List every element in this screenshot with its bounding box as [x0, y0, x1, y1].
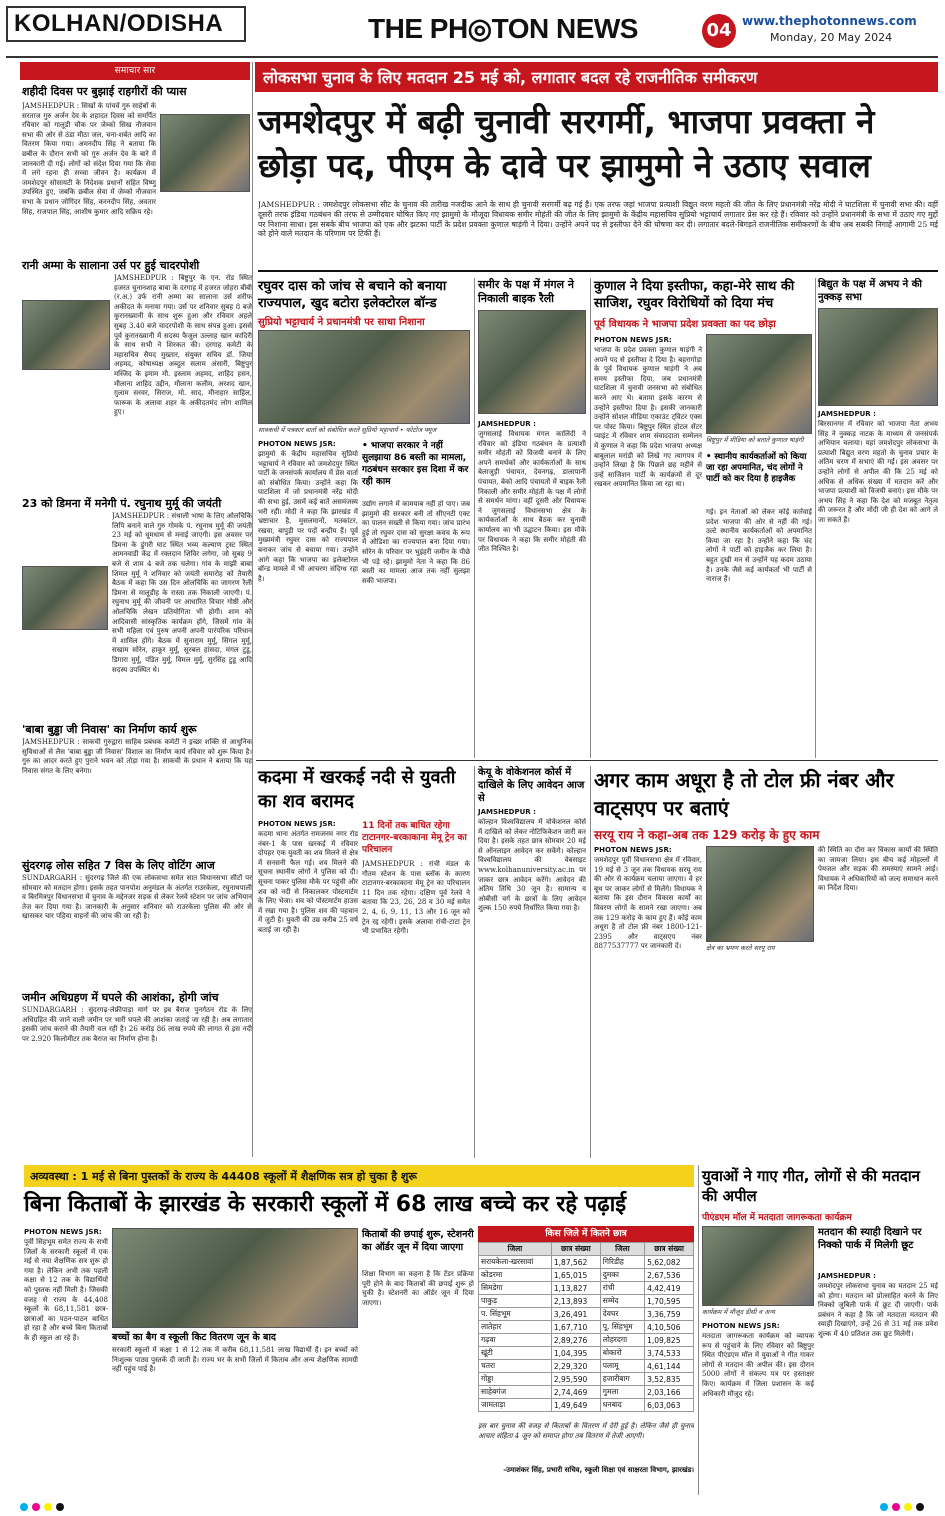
story3-pull-quote: • स्थानीय कार्यकर्ताओं को किया जा रहा अपमानित, चंद लोगों ने पार्टी को कर दिया है हाइजैक: [706, 452, 807, 484]
table-row: [479, 1386, 694, 1399]
table-cell: पाकुड़: [479, 1295, 552, 1308]
bottom-photo-caption: बच्चों का बैग व स्कूली किट वितरण जून के बाद: [112, 1332, 276, 1343]
table-row: [479, 1334, 694, 1347]
story4-body: बिरसानगर में रविवार को भाजपा नेता अभय सिंह ने नुक्कड़ नाटक के माध्यम से जनसंपर्क अभियान चलाया। यहां जमशेदपुर लोकसभा के प्रत्याशी बिद्युत वरण महतो के चुनाव प्रचार के अंतिम चरण में सभाएं की गईं। इस अवसर पर उन्होंने लोगों से अपील की कि 25 मई को अधिक से अधिक संख्या में मतदान करें और भाजपा प्रत्याशी को विजयी बनाएं। इस मौके पर अभय सिंह ने कहा कि देश को मजबूत नेतृत्व की जरूरत है और मोदी जी ही देश को आगे ले जा सकते हैं।: [818, 420, 938, 524]
story1-body: झामुमो के केंद्रीय महासचिव सुप्रियो भट्टाचार्य ने रविवार को जमशेदपुर स्थित पार्टी के जनसंपर्क कार्यालय में प्रेस वार्ता को संबोधित किया। उन्होंने कहा कि घाटशिला में जो प्रधानमंत्री नरेंद्र मोदी की सभा हुई, उसमें कई बातें असमंजस्य भरी रहीं। मोदी ने कहा कि झारखंड में भ्रष्टाचार है, मुसलमानों, मतकांटर, रखवा, बापुड़ी पर पदों बन्द्रीय हैं। पूर्व मुख्यमंत्री रघुवर दास को राज्यपाल बनाकर जांच से बचाया गया। उन्होंने आगे कहा कि भाजपा का इलेक्टोरल बॉन्ड मामले में भी आचरण संदिग्ध रहा है।: [258, 450, 358, 583]
story1-caption: सावकची में पत्रकार वार्ता को संबोधित करते सुप्रियो भट्टाचार्य • फोटोज फ्यूज: [258, 426, 437, 434]
story7-subtitle: सरयू राय ने कहा-अब तक 129 करोड़ के हुए काम: [594, 828, 820, 842]
main-lede: JAMSHEDPUR : जमशेदपुर लोकसभा सीट के चुनाव की तारीख नजदीक आने के साथ ही चुनावी सरगर्मी बढ़ गई है। एक तरफ जहां भाजपा प्रत्याशी विद्युत वरण महतो की जीत के लिए प्रधानमंत्री नरेंद्र मोदी ने घाटशिला में चुनावी सभा की। वहीं दूसरी तरफ इंडिया गठबंधन की तरफ से उम्मीदवार घोषित किए गए झामुमो के मौजूदा विधायक समीर मोहंती की जीत के लिए झामुमो के केंद्रीय महासचिव सुप्रियो भट्टाचार्य लगातार प्रेस कर रहे हैं। रविवार को उन्होंने प्रधानमंत्री के सभा में उठाए गए मुद्दों पर निशाना साधा। इस सबके बीच भाजपा को एक और झटका पार्टी के प्रदेश प्रवक्ता कुणाल षाड़ंगी ने दिया। उन्होंने अपने पद से इस्तीफा देने की घोषणा कर दी। लगातार बदले-बिगड़ते राजनीतिक समीकरणों के बीच अब सबकी निगाहें आगामी 25 मई को होने वाले मतदान के परिणाम पर टिकी हैं।: [258, 200, 938, 239]
table-cell: 2,29,320: [551, 1360, 600, 1373]
table-cell: गुमला: [600, 1386, 644, 1399]
story8-photo: [702, 1226, 814, 1306]
brief-2-photo: [22, 300, 110, 370]
story2-body: जुगसलाई विधायक मंगल कालिंदी ने रविवार को इंडिया गठबंधन के प्रत्याशी समीर मोहंती को विजयी बनाने के लिए अपने समर्थकों और कार्यकर्ताओं के साथ बेलाजुड़ी पंचायत, देवनगढ़, डालापानी पंचायत, बेको आदि पंचायतों में बाइक रैली निकाली और समीर मोहंती के पक्ष में लोगों से समर्थन मांगा। वहीं दूसरी ओर विधायक ने जुगसलाई विधानसभा क्षेत्र के कार्यकर्ताओं के साथ बैठक कर चुनावी कार्यालय का भी उद्घाटन किया। इस मौके पर विधायक ने कहा कि समीर मोहंती की जीत निश्चित है।: [478, 430, 586, 554]
district-table-title: किस जिले में कितने छात्र: [478, 1226, 694, 1242]
table-cell: देवघर: [600, 1308, 644, 1321]
bottom-quote: इस बार चुनाव की वजह से किताबों के वितरण में देरी हुई है। लेकिन जैसे ही चुनाव आचार संहिता 4 जून को समाप्त होगा तब वितरण में तेजी आएगी।: [478, 1422, 694, 1440]
table-row: [479, 1308, 694, 1321]
bottom-subhead: किताबों की छपाई शुरू, स्टेशनरी का ऑर्डर जून में दिया जाएगा: [362, 1229, 474, 1253]
story3-body: भाजपा के प्रदेश प्रवक्ता कुणाल षाड़ंगी ने अपने पद से इस्तीफा दे दिया है। बहरागोड़ा के पूर्व विधायक कुणाल षाड़ंगी ने अब समय इस्तीफा दिया, जब प्रधानमंत्री घाटशिला में चुनावी जनसभा को संबोधित करने आए थे। बताया इसके कारण से उन्होंने इस्तीफा दिया है। इसकी जानकारी उन्होंने सोशल मीडिया एकाउंट ट्विटर एक्स पर पोस्ट किया। बिष्टुपुर स्थित होटल सेंटर प्वाइंट में रविवार शाम संवाददाता सम्मेलन में कुणाल ने कहा कि प्रदेश भाजपा अध्यक्ष बाबूलाल मरांडी को लिखे गए त्यागपत्र में उन्होंने लिखा है कि पिछले छह महीने से उन्हें साजिशन पार्टी के कार्यक्रमों से दूर रखकर अपमानित किया जा रहा था।: [594, 346, 702, 489]
story7-title: अगर काम अधूरा है तो टोल फ्री नंबर और वाट्सएप पर बताएं: [594, 768, 894, 820]
page-number-badge: 04: [702, 14, 736, 48]
story4-title: बिद्युत के पक्ष में अभय ने की नुक्कड़ सभा: [818, 279, 922, 303]
story2-photo: [478, 310, 586, 414]
news-brief-header: समाचार सार: [20, 62, 250, 80]
table-cell: 2,13,893: [551, 1295, 600, 1308]
story3-caption: बिष्टुपुर में मीडिया को बताते कुणाल षाड़ंगी: [706, 436, 804, 444]
column-divider: [698, 1165, 699, 1495]
registration-mark: [32, 1503, 40, 1511]
table-cell: 1,70,595: [645, 1295, 694, 1308]
table-row: [479, 1256, 694, 1269]
table-cell: लातेहार: [479, 1321, 552, 1334]
bottom-subhead-body: शिक्षा विभाग का कहना है कि टेंडर प्रक्रिया पूरी होने के बाद किताबों की छपाई शुरू हो चुकी है। स्टेशनरी का ऑर्डर जून में दिया जाएगा।: [362, 1270, 474, 1307]
table-cell: 3,36,759: [645, 1308, 694, 1321]
story2-byline: JAMSHEDPUR :: [478, 420, 536, 428]
table-cell: 1,13,827: [551, 1282, 600, 1295]
story5-body: कदमा थाना अंतर्गत रामजनम नगर रोड नंबर-1 के पास खरकई में रविवार दोपहर एक युवती का शव मिलने से क्षेत्र में सनसनी फैल गई। शव मिलने की सूचना स्थानीय लोगों ने पुलिस को दी। सूचना पाकर पुलिस मौके पर पहुंची और शव को नदी से निकालकर पोस्टमार्टम के लिए भेजा। शव को पोस्टमार्टम हाउस में रखा गया है। पुलिस शव की पहचान में जुटी है। युवती की उम्र करीब 25 वर्ष बताई जा रही है।: [258, 830, 358, 934]
table-row: [479, 1282, 694, 1295]
story5-sidebar-title: 11 दिनों तक बाधित रहेगा टाटानगर-बरकाकाना मेमू ट्रेन का परिचालन: [362, 821, 467, 855]
story7-body: जमशेदपुर पूर्वी विधानसभा क्षेत्र में रविवार, 19 मई से 3 जून तक विधायक सरयू राय की ओर से कार्यक्रम चलाया जाएगा। वे हर बूथ पर जाकर लोगों से मिलेंगे। विधायक ने बताया कि इस दौरान विकास कार्यों का विवरण लोगों के सामने रखा जाएगा। अब तक 129 करोड़ के काम हुए हैं। कोई काम अधूरा है तो टोल फ्री नंबर 1800-121-2395 और वाट्सएप नंबर 8877537777 पर जानकारी दें।: [594, 856, 702, 951]
column-divider: [474, 766, 475, 1158]
table-cell: गिरिडीह: [600, 1256, 644, 1269]
story5-title: कदमा में खरकई नदी से युवती का शव बरामद: [258, 767, 456, 812]
story3-subtitle: पूर्व विधायक ने भाजपा प्रदेश प्रवक्ता का पद छोड़ा: [594, 319, 776, 330]
table-cell: 1,87,562: [551, 1256, 600, 1269]
table-cell: सम्मेद: [600, 1295, 644, 1308]
table-cell: 1,09,825: [645, 1334, 694, 1347]
table-cell: लोहरदगा: [600, 1334, 644, 1347]
table-cell: 2,89,276: [551, 1334, 600, 1347]
story2-title: समीर के पक्ष में मंगल ने निकाली बाइक रैली: [478, 278, 575, 305]
story7-byline: PHOTON NEWS JSR:: [594, 846, 672, 854]
story1-body-2: उद्योग लगाने में कामयाब नहीं हो पाए। जब झामुमो की सरकार बनी तो सीएनटी एक्ट का पालन सख्ती से किया गया। जांच प्रारंभ हुई तो रघुवर दास को सुरक्षा कवच के रूप में ओडिशा का राज्यपाल बना दिया गया। सोरेन के परिवार पर भुइंहरी जमीन के पीछे भी पड़े रहे। झामुमो नेता ने कहा कि 86 बस्ती का मामला आज तक नहीं सुलझा सकी भाजपा।: [362, 500, 470, 585]
bottom-body: पूर्वी सिंहभूम समेत राज्य के सभी जिलों के सरकारी स्कूलों में एक मई से नया शैक्षणिक सत्र शुरू हो गया है। लेकिन अभी तक पहली कक्षा से 12 तक के विद्यार्थियों को पुस्तक नहीं मिली है। जिसकी वजह से राज्य के 44,408 स्कूलों के 68,11,581 छात्र-छात्राओं का पठन-पाठन बाधित हो रहा है और बच्चे बिना किताबों के ही स्कूल आ रहे हैं।: [24, 1238, 108, 1342]
brief-5-body: SUNDARGARH : सुंदरगढ़ जिले की एक लोकसभा समेत सात विधानसभा सीटों पर सोमवार को मतदान होगा। इसके तहत पानपोश अनुमंडल के अंतर्गत राउरकेला, रघुनाथपाली व बिरमित्रपुर विधानसभा में चुनाव के मद्देनजर सड़क से लेकर रेलवे स्टेशन पर जांच अभियान तेज कर दिया गया है। जानकारी के अनुसार शनिवार को राउरकेला पुलिस की ओर से खासकर चार पहिया वाहनों की जांच की जा रही है।: [22, 874, 252, 921]
website-link[interactable]: www.thephotonnews.com: [742, 14, 917, 28]
brief-5-title: सुंदरगढ़ लोस सहित 7 विस के लिए वोटिंग आज: [22, 859, 215, 872]
story7-photo: [706, 846, 814, 942]
newspaper-logo: THE PH◎TON NEWS: [368, 13, 638, 44]
district-students-table: [478, 1242, 694, 1412]
story9-body: जमशेदपुर लोकसभा चुनाव का मतदान 25 मई को होगा। मतदान को प्रोत्साहित करने के लिए निक्को जुबिली पार्क में छूट दी जाएगी। पार्क प्रबंधन ने कहा है कि जो मतदाता मतदान की स्याही दिखाएंगे, उन्हें 26 से 31 मई तक प्रवेश शुल्क में 40 प्रतिशत तक छूट मिलेगी।: [818, 1282, 938, 1338]
bottom-banner: अव्यवस्था : 1 मई से बिना पुस्तकों के राज्य के 44408 स्कूलों में शैक्षणिक सत्र हो चुका है शुरू: [24, 1165, 694, 1187]
story6-body: कोल्हान विश्वविद्यालय में वोकेशनल कोर्स में दाखिले को लेकर नोटिफिकेशन जारी कर दिया है। इसके तहत छात्र सोमवार 20 मई से ऑनलाइन आवेदन कर सकेंगे। कोल्हान विश्वविद्यालय की वेबसाइट www.kolhanuniversity.ac.in पर जाकर छात्र आवेदन करेंगे। आवेदन की अंतिम तिथि 30 जून है। सामान्य व ओबीसी वर्ग के छात्रों के लिए आवेदन शुल्क 150 रुपये निर्धारित किया गया है।: [478, 818, 586, 913]
table-cell: कोडरमा: [479, 1269, 552, 1282]
table-cell: 1,67,710: [551, 1321, 600, 1334]
table-cell: गढ़वा: [479, 1334, 552, 1347]
story1-byline: PHOTON NEWS JSR:: [258, 440, 336, 448]
column-divider: [474, 278, 475, 758]
column-divider: [590, 278, 591, 758]
story3-body-2: गई। इन नेताओं को लेकर कोई कार्रवाई प्रदेश भाजपा की ओर से नहीं की गई। उल्टे स्थानीय कार्यकर्ताओं को अपमानित किया जा रहा है। उन्होंने कहा कि चंद लोगों ने पार्टी को हाइजैक कर लिया है। बहुत दुखी मन से उन्होंने यह कदम उठाया है। उनके जैसे कई कार्यकर्ता भी पार्टी से नाराज हैं।: [706, 508, 812, 584]
table-cell: धनबाद: [600, 1399, 644, 1412]
table-cell: बोकारो: [600, 1347, 644, 1360]
table-row: [479, 1347, 694, 1360]
table-header-row: [479, 1243, 694, 1256]
table-header-cell: जिला: [600, 1243, 644, 1256]
story4-byline: JAMSHEDPUR :: [818, 410, 876, 418]
table-row: [479, 1373, 694, 1386]
bottom-body-mid: सरकारी स्कूलों में कक्षा 1 से 12 तक में करीब 68,11,581 लाख विद्यार्थी हैं। इन बच्चों को निःशुल्क पाठ्य पुस्तकें दी जाती हैं। राज्य भर के सभी जिलों में किताब और अन्य शैक्षणिक सामग्री नहीं पहुंच पाई है।: [112, 1346, 358, 1374]
column-divider: [252, 62, 253, 1157]
story9-title: मतदान की स्याही दिखाने पर निक्को पार्क में मिलेगी छूट: [818, 1227, 922, 1251]
story9-byline: JAMSHEDPUR :: [818, 1272, 876, 1280]
table-cell: 3,26,491: [551, 1308, 600, 1321]
story3-byline: PHOTON NEWS JSR:: [594, 336, 672, 344]
table-cell: 1,65,015: [551, 1269, 600, 1282]
story8-caption: कार्यक्रम में मौजूद डीसी व अन्य: [702, 1308, 775, 1316]
table-cell: 2,67,536: [645, 1269, 694, 1282]
school-children-photo: [112, 1228, 358, 1328]
brief-2-title: रानी अम्मा के सालाना उर्स पर हुई चादरपोशी: [22, 259, 200, 272]
registration-mark: [892, 1503, 900, 1511]
story7-body-2: की स्थिति का दौरा कर विकास कार्यों की स्थिति का जायजा लिया। इस बीच कई मोहल्लों में पेयजल और सड़क की समस्याएं सामने आईं। विधायक ने अधिकारियों को जल्द समाधान करने का निर्देश दिया।: [818, 846, 938, 893]
table-cell: 3,74,533: [645, 1347, 694, 1360]
bottom-headline: बिना किताबों के झारखंड के सरकारी स्कूलों में 68 लाख बच्चे कर रहे पढ़ाई: [24, 1192, 627, 1217]
table-cell: 6,03,063: [645, 1399, 694, 1412]
bottom-quote-attribution: -उमाशंकर सिंह, प्रभारी सचिव, स्कूली शिक्षा एवं साक्षरता विभाग, झारखंड।: [503, 1466, 694, 1474]
bottom-byline: PHOTON NEWS JSR:: [24, 1228, 102, 1236]
column-divider: [590, 766, 591, 1158]
table-cell: रांची: [600, 1282, 644, 1295]
table-row: [479, 1321, 694, 1334]
column-divider: [815, 278, 816, 758]
story7-caption: क्षेत्र का भ्रमण करते सरयू राय: [706, 944, 775, 952]
table-cell: 2,95,590: [551, 1373, 600, 1386]
registration-mark: [880, 1503, 888, 1511]
table-cell: 5,62,082: [645, 1256, 694, 1269]
registration-mark: [20, 1503, 28, 1511]
story8-byline: PHOTON NEWS JSR:: [702, 1322, 780, 1330]
story6-byline: JAMSHEDPUR :: [478, 808, 536, 816]
registration-mark: [56, 1503, 64, 1511]
top-banner: लोकसभा चुनाव के लिए मतदान 25 मई को, लगातार बदल रहे राजनीतिक समीकरण: [255, 62, 938, 92]
table-cell: सिमडेगा: [479, 1282, 552, 1295]
table-header-cell: छात्र संख्या: [645, 1243, 694, 1256]
table-cell: गोड्डा: [479, 1373, 552, 1386]
table-cell: 4,61,144: [645, 1360, 694, 1373]
brief-1-title: शहीदी दिवस पर बुझाई राहगीरों की प्यास: [22, 85, 187, 98]
table-cell: खूंटी: [479, 1347, 552, 1360]
registration-mark: [44, 1503, 52, 1511]
table-cell: पू. सिंहभूम: [600, 1321, 644, 1334]
table-cell: 4,10,506: [645, 1321, 694, 1334]
brief-3-title: 23 को डिमना में मनेगी पं. रघुनाथ मुर्मू की जयंती: [22, 497, 222, 510]
table-cell: पलामू: [600, 1360, 644, 1373]
table-cell: चतरा: [479, 1360, 552, 1373]
table-cell: 1,04,395: [551, 1347, 600, 1360]
table-row: [479, 1399, 694, 1412]
brief-1-photo: [160, 114, 250, 192]
region-label: KOLHAN/ODISHA: [6, 6, 246, 42]
brief-1-body: JAMSHEDPUR : सिखों के पांचवें गुरु साहेबों के सरताज गुरु अर्जन देव के शहादत दिवस को समर्पित रविवार को गालूडी चौक पर जेम्को सिख नौजवान सभा की ओर से ठंडा मीठा जल, चना-शर्बत आदि का वितरण किया गया। अमनदीप सिंह ने बताया कि छबील के दौरान सभी को गुरु अर्जन देव के बारे में जानकारी दी गई। लोगों को संदेश दिया गया कि सेवा में लगे रहना ही सच्चा जीवन है। कार्यक्रम में जमशेदपुर सोसायटी के निदेशक प्रधानों सहित विष्णु उपस्थित हुए, जबकि छबील सेवा में जेम्को नौजवान सभा के प्रधान जोगिंदर सिंह, करनदीप सिंह, अवतार सिंह, राजपाल सिंह, आशीष कुमार आदि सक्रिय रहे।: [22, 102, 156, 216]
table-row: [479, 1360, 694, 1373]
table-cell: 2,03,166: [645, 1386, 694, 1399]
table-cell: सरायकेला-खरसावां: [479, 1256, 552, 1269]
story1-photo: [258, 330, 470, 424]
story1-title: रघुवर दास को जांच से बचाने को बनाया राज्यपाल, खुद बटोरा इलेक्टोरल बॉन्ड: [258, 279, 447, 311]
masthead-rule: [6, 56, 938, 58]
brief-3-photo: [22, 566, 108, 630]
table-cell: साहेबगंज: [479, 1386, 552, 1399]
brief-3-body: JAMSHEDPUR : संथाली भाषा के लिए ओलचिकि लिपि बनाने वाले गुरु गोमके पं. रघुनाथ मुर्मू की जयंती 23 मई को धूमधाम से मनाई जाएगी। इस अवसर पर डिमना के डुंगरी घाट स्थित भव्य कल्याण ट्रस्ट स्थित आमनवाडी केंद्र में रक्तदान शिविर लगेगा, जो सुबह 9 बजे से शाम 4 बजे तक चलेगा। गांव के माझी बाबा शिमल मुर्मू ने शनिवार को जयंती समारोह को तैयारी बैठक में कहा कि उस दिन ओलचिकि का जागरण रैली डिमना से मालूडीह के रास्ता तक निकाली जाएगी। पं. रघुनाथ मुर्मू की जीवनी पर आधारित विचार गोष्ठी और ओलचिकि लेखन प्रतियोगिता भी होगी। शाम को आदिवासी सांस्कृतिक कार्यक्रम होंगे, जिसमें गांव के सभी महिला एवं पुरुष अपनी अपनी पारंपरिक परिधान में शामिल होंगे। बैठक में सुनाराम मुर्मू, सिंगल मुर्मू, सखाम सोरेन, हाकूर मुर्मू, सुरबल हांसदा, मंगल टुडू, डिगारा मुर्मू, पंडित मुर्मू, विमल मुर्मू, सुरसिंह टुडू आदि सदस्य उपस्थित थे।: [112, 512, 252, 674]
table-header-cell: छात्र संख्या: [551, 1243, 600, 1256]
story8-title: युवाओं ने गाए गीत, लोगों से की मतदान की अपील: [702, 1167, 920, 1205]
table-cell: 1,49,649: [551, 1399, 600, 1412]
story8-body: मतदाता जागरूकता कार्यक्रम को व्यापक रूप से पहुंचाने के लिए रविवार को बिष्टुपुर स्थित पीएंडएम मॉल में युवाओं ने गीत गाकर लोगों से मतदान की अपील की। इस दौरान 5000 लोगों ने संकल्प पत्र पर हस्ताक्षर किए। कार्यक्रम में जिला प्रशासन के कई अधिकारी मौजूद रहे।: [702, 1332, 814, 1398]
section-rule: [256, 760, 938, 761]
story1-pull-quote: • भाजपा सरकार ने नहीं सुलझाया 86 बस्ती का मामला, गठबंधन सरकार इस दिशा में कर रही काम: [362, 441, 469, 487]
table-row: [479, 1295, 694, 1308]
brief-2-body: JAMSHEDPUR : बिष्टुपुर के एन. रोड स्थित हजरत चुनानशाह बाबा के दरगाह में हजरत जोहरा बीबी (र.अ.) उर्फ रानी अम्मा का सालाना उर्स शरीफ अकीदत के मनाया गया। उर्स पर शनिवार सुबह 8 बजे कुरानख्वानी के साथ शुरू हुआ और रविवार अहले सुबह 3.40 बजे चादरपोशी के साथ संपन्न हुआ। इससे पूर्व कुरानख्वानी में सदस्य फैजुल उल्लाह खान कादिरी के साथ सभी ने शिरकत की। दरगाह कमेटी के महासचिव सैयद मुख्तार, संयुक्त सचिव डॉ. जिया अहमद, कोषाध्यक्ष अब्दुल सलाम अंसारी, बिष्टुपुर मस्जिद के इमाम मौ. इस्लाम अहमद, शाहिद हसन, मौलाना शाहिद उद्दीन, मौलाना कलीम, अरशद खान, ग़ुलाम सरवर, सिराज, मो. साद, मीनाहार साहिल, फारूक के अलावा शहर के अकीदतमंद लोग शामिल हुए।: [114, 274, 252, 417]
registration-mark: [904, 1503, 912, 1511]
story8-subtitle: पीएंडएम मॉल में मतदाता जागरूकता कार्यक्रम: [702, 1213, 852, 1223]
brief-4-title: 'बाबा बुड्ढा जी निवास' का निर्माण कार्य शुरू: [22, 723, 197, 736]
brief-6-body: SUNDARGARH : सुंदरगढ़-लेफ्रीपाड़ा मार्ग पर इब बैराज पुनर्गठन रोड के लिए अधिग्रहित की जाने वाली जमीन पर भारी घपले की आशंका जताई जा रही है। अब लगातार इसकी जांच कराने की तैयारी चल रही है। 26 करोड़ 86 लाख रुपये की लागत से इस नदी पर 2.920 किलोमीटर तक बैराज का निर्माण होना है।: [22, 1006, 252, 1043]
story5-sidebar-body: JAMSHEDPUR : रांची मंडल के गौतम स्टेशन के पास ब्लॉक के कारण टाटानगर-बरकाकाना मेमू ट्रेन का परिचालन 11 दिन तक रहेगा। दक्षिण पूर्व रेलवे ने बताया कि 23, 26, 28 व 30 मई समेत 2, 4, 6, 9, 11, 13 और 16 जून को ट्रेन रद्द रहेगी। इसके अलावा रांची-टाटा ट्रेन भी प्रभावित रहेगी।: [362, 860, 470, 936]
registration-mark: [916, 1503, 924, 1511]
story1-subtitle: सुप्रियो भट्टाचार्य ने प्रधानमंत्री पर साधा निशाना: [258, 317, 425, 328]
main-headline: जमशेदपुर में बढ़ी चुनावी सरगर्मी, भाजपा प्रवक्ता ने छोड़ा पद, पीएम के दावे पर झामुमो ने उठाए सवाल: [258, 102, 875, 185]
story3-photo: [706, 334, 812, 434]
table-cell: हजारीबाग: [600, 1373, 644, 1386]
table-cell: दुमका: [600, 1269, 644, 1282]
story3-title: कुणाल ने दिया इस्तीफा, कहा-मेरे साथ की साजिश, रघुवर विरोधियों को दिया मंच: [594, 279, 795, 311]
table-row: [479, 1269, 694, 1282]
edition-date: Monday, 20 May 2024: [770, 31, 893, 44]
table-cell: 3,52,835: [645, 1373, 694, 1386]
table-cell: 2,74,469: [551, 1386, 600, 1399]
story6-title: केयू के वोकेशनल कोर्स में दाखिले के लिए आवेदन आज से: [478, 767, 585, 804]
table-cell: प. सिंहभूम: [479, 1308, 552, 1321]
table-cell: जामताड़ा: [479, 1399, 552, 1412]
brief-6-title: जमीन अधिग्रहण में घपले की आशंका, होगी जांच: [22, 991, 219, 1004]
brief-4-body: JAMSHEDPUR : साकची गुरुद्वारा साहिब प्रबंधक कमेटी ने इच्छा शक्ति से आधुनिक सुविधाओं से लैस 'बाबा बुड्ढा जी निवास' विशाल का निर्माण कार्य रविवार को शुरू किया है। गुरु का आदर करते हुए पुराने भवन को तोड़ा गया है। साकची के प्रधान ने बताया कि यह निवास संगत के लिए बनेगा।: [22, 738, 252, 775]
table-header-cell: जिला: [479, 1243, 552, 1256]
lede-rule: [258, 270, 938, 272]
story5-byline: PHOTON NEWS JSR:: [258, 820, 336, 828]
table-cell: 4,42,419: [645, 1282, 694, 1295]
story4-photo: [818, 308, 938, 406]
